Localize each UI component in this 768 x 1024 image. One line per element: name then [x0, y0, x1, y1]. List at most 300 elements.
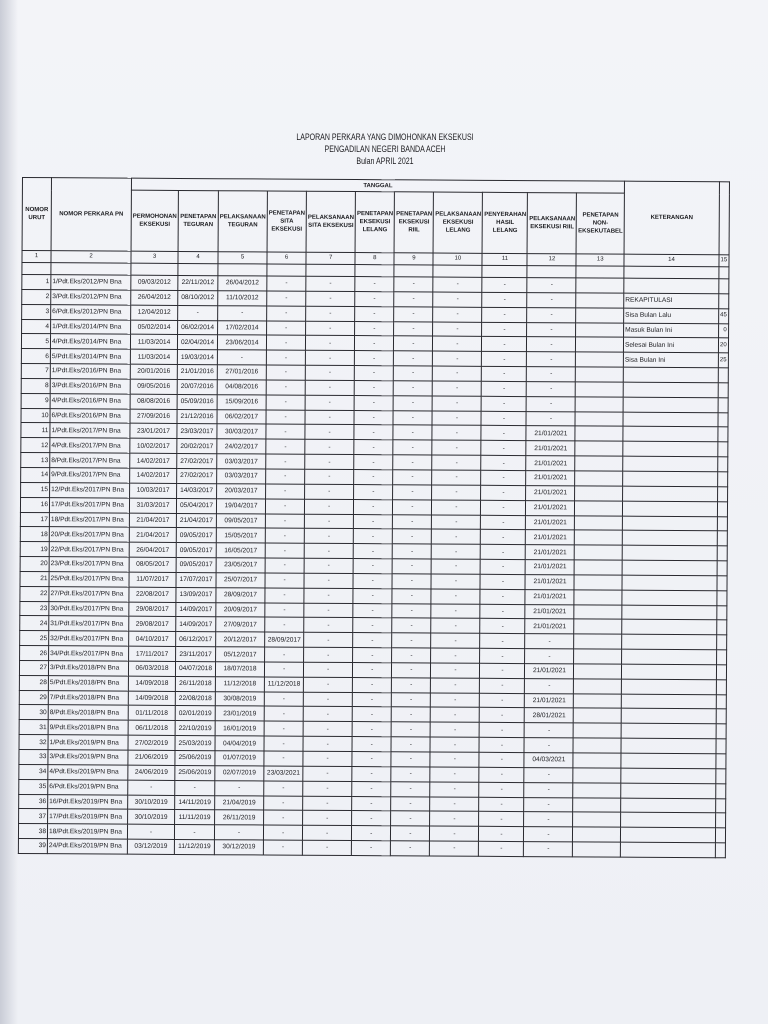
date-cell: 27/09/2017 — [216, 617, 265, 632]
keterangan-cell — [623, 427, 718, 442]
date-cell: 27/01/2016 — [217, 365, 266, 380]
date-cell: 21/01/2021 — [526, 545, 575, 560]
keterangan-cell — [620, 827, 715, 842]
date-cell: - — [527, 278, 576, 293]
date-cell: - — [480, 723, 525, 738]
keterangan-cell — [622, 545, 717, 560]
date-cell: - — [433, 396, 482, 411]
date-cell: 21/01/2021 — [526, 515, 575, 530]
date-cell: 09/03/2012 — [131, 275, 178, 290]
date-cell: - — [266, 335, 305, 350]
date-cell: - — [303, 766, 352, 781]
date-cell: - — [393, 470, 432, 485]
date-cell: 20/01/2016 — [130, 364, 177, 379]
date-cell: - — [392, 692, 431, 707]
keterangan-cell — [622, 590, 717, 605]
date-cell: - — [391, 707, 430, 722]
case-number: 4/Pdt.Eks/2016/PN Bna — [50, 393, 130, 408]
date-cell: - — [431, 589, 480, 604]
date-cell: - — [482, 381, 527, 396]
non-executable-cell — [575, 515, 623, 530]
date-cell: - — [355, 277, 394, 292]
date-cell: - — [303, 751, 352, 766]
date-cell: - — [391, 737, 430, 752]
date-cell: - — [265, 617, 304, 632]
date-cell: - — [304, 647, 353, 662]
extra-cell — [717, 546, 727, 561]
date-cell: 21/12/2016 — [177, 409, 217, 424]
extra-cell — [718, 412, 728, 427]
date-cell: - — [430, 752, 479, 767]
date-cell: - — [479, 812, 524, 827]
date-cell: - — [391, 796, 430, 811]
date-cell: 09/05/2017 — [216, 513, 265, 528]
non-executable-cell — [573, 827, 621, 842]
case-number: 34/Pdt.Eks/2017/PN Bna — [49, 646, 129, 661]
non-executable-cell — [575, 426, 623, 441]
date-cell: - — [264, 781, 303, 796]
date-cell: - — [305, 410, 354, 425]
date-cell: 04/07/2018 — [175, 661, 215, 676]
case-number: 17/Pdt.Eks/2019/PN Bna — [48, 809, 128, 824]
date-cell: - — [432, 544, 481, 559]
date-cell: - — [306, 306, 355, 321]
date-cell: - — [354, 410, 393, 425]
date-cell: - — [352, 766, 391, 781]
date-cell: - — [354, 514, 393, 529]
row-number: 7 — [21, 364, 50, 379]
header-sub-col: PELAKSANAAN SITA EKSEKUSI — [306, 191, 355, 252]
row-number: 27 — [19, 660, 48, 675]
date-cell: 23/11/2017 — [176, 647, 216, 662]
date-cell: - — [305, 395, 354, 410]
date-cell: 26/11/2019 — [215, 810, 264, 825]
date-cell: 30/03/2017 — [217, 424, 266, 439]
column-number: 11 — [482, 253, 527, 265]
date-cell: 13/09/2017 — [176, 587, 216, 602]
extra-cell — [717, 516, 727, 531]
date-cell: 14/11/2019 — [175, 795, 215, 810]
keterangan-cell — [621, 813, 716, 828]
case-number: 5/Pdt.Eks/2018/PN Bna — [48, 675, 128, 690]
date-cell: 26/04/2017 — [129, 542, 176, 557]
date-cell: - — [352, 826, 391, 841]
date-cell: - — [524, 812, 573, 827]
date-cell: - — [431, 604, 480, 619]
date-cell: - — [354, 484, 393, 499]
date-cell: - — [392, 618, 431, 633]
date-cell: 22/11/2012 — [178, 275, 218, 290]
case-number: 8/Pdt.Eks/2018/PN Bna — [48, 705, 128, 720]
date-cell: - — [266, 439, 305, 454]
date-cell: - — [354, 455, 393, 470]
non-executable-cell — [575, 530, 623, 545]
date-cell: 28/09/2017 — [265, 632, 304, 647]
keterangan-cell — [623, 456, 718, 471]
date-cell: - — [355, 291, 394, 306]
date-cell: - — [263, 825, 302, 840]
date-cell: 10/02/2017 — [130, 438, 177, 453]
keterangan-cell — [621, 694, 716, 709]
date-cell: - — [524, 842, 573, 857]
date-cell: 02/07/2019 — [215, 766, 264, 781]
non-executable-cell — [574, 649, 622, 664]
case-number: 3/Pdt.Eks/2019/PN Bna — [48, 750, 128, 765]
keterangan-cell — [622, 501, 717, 516]
date-cell: 30/12/2019 — [214, 840, 263, 855]
date-cell: - — [392, 663, 431, 678]
date-cell: - — [305, 380, 354, 395]
extra-cell — [716, 665, 726, 680]
date-cell: - — [430, 767, 479, 782]
date-cell: 27/02/2019 — [128, 735, 175, 750]
date-cell: - — [433, 351, 482, 366]
keterangan-cell — [622, 560, 717, 575]
date-cell: - — [432, 500, 481, 515]
row-number: 14 — [21, 467, 50, 482]
non-executable-cell — [574, 634, 622, 649]
date-cell: 04/04/2019 — [215, 736, 264, 751]
date-cell: - — [353, 648, 392, 663]
date-cell: - — [480, 589, 525, 604]
extra-cell — [716, 694, 726, 709]
non-executable-cell — [573, 738, 621, 753]
date-cell: - — [267, 321, 306, 336]
date-cell: - — [266, 380, 305, 395]
case-number: 3/Pdt.Eks/2018/PN Bna — [48, 661, 128, 676]
date-cell: - — [391, 811, 430, 826]
non-executable-cell — [573, 753, 621, 768]
rekap-value: 20 — [718, 338, 728, 353]
date-cell: 17/02/2014 — [218, 320, 267, 335]
date-cell: - — [266, 395, 305, 410]
date-cell: - — [524, 797, 573, 812]
row-number: 39 — [18, 839, 47, 854]
date-cell: 23/05/2017 — [216, 558, 265, 573]
row-number: 28 — [19, 675, 48, 690]
date-cell: - — [305, 440, 354, 455]
date-cell: 26/04/2012 — [131, 290, 178, 305]
non-executable-cell — [576, 278, 624, 293]
date-cell: 21/01/2016 — [177, 365, 217, 380]
case-number: 24/Pdt.Eks/2019/PN Bna — [47, 839, 127, 854]
date-cell: - — [304, 618, 353, 633]
date-cell: - — [303, 707, 352, 722]
extra-cell — [717, 501, 727, 516]
case-number: 16/Pdt.Eks/2019/PN Bna — [48, 794, 128, 809]
date-cell: - — [304, 632, 353, 647]
row-number: 17 — [20, 512, 49, 527]
case-number: 22/Pdt.Eks/2017/PN Bna — [49, 542, 129, 557]
non-executable-cell — [574, 708, 622, 723]
keterangan-cell — [622, 531, 717, 546]
header-sub-col: PENYERAHAN HASIL LELANG — [482, 192, 527, 253]
date-cell: 03/03/2017 — [217, 454, 266, 469]
date-cell: - — [352, 737, 391, 752]
date-cell: - — [174, 825, 214, 840]
date-cell: 19/03/2014 — [177, 350, 217, 365]
row-number: 37 — [19, 809, 48, 824]
date-cell: 21/01/2021 — [525, 604, 574, 619]
date-cell: - — [524, 738, 573, 753]
date-cell: - — [479, 827, 524, 842]
date-cell: 09/05/2017 — [176, 557, 216, 572]
date-cell: - — [525, 723, 574, 738]
date-cell: 14/02/2017 — [130, 453, 177, 468]
non-executable-cell — [576, 367, 624, 382]
date-cell: 04/10/2017 — [129, 631, 176, 646]
date-cell: - — [352, 796, 391, 811]
date-cell: - — [481, 411, 526, 426]
case-number: 31/Pdt.Eks/2017/PN Bna — [49, 616, 129, 631]
date-cell: - — [432, 559, 481, 574]
date-cell: 21/01/2021 — [526, 530, 575, 545]
date-cell: - — [527, 352, 576, 367]
date-cell: - — [480, 678, 525, 693]
date-cell: - — [352, 781, 391, 796]
header-nomor-perkara: NOMOR PERKARA PN — [51, 178, 131, 251]
date-cell: - — [432, 411, 481, 426]
extra-cell — [716, 798, 726, 813]
date-cell: - — [265, 588, 304, 603]
row-number: 10 — [21, 408, 50, 423]
row-number: 38 — [18, 824, 47, 839]
row-number: 25 — [20, 631, 49, 646]
date-cell: - — [394, 277, 433, 292]
date-cell: 03/03/2017 — [217, 469, 266, 484]
court-name: PENGADILAN NEGERI BANDA ACEH — [324, 144, 446, 154]
date-cell: - — [479, 752, 524, 767]
date-cell: 20/09/2017 — [216, 602, 265, 617]
date-cell: - — [482, 277, 527, 292]
keterangan-cell — [621, 753, 716, 768]
date-cell: - — [527, 396, 576, 411]
extra-cell — [718, 383, 728, 398]
keterangan-cell — [622, 516, 717, 531]
case-number: 27/Pdt.Eks/2017/PN Bna — [49, 586, 129, 601]
date-cell: - — [354, 380, 393, 395]
date-cell: 02/01/2019 — [175, 706, 215, 721]
row-number: 29 — [19, 690, 48, 705]
date-cell: - — [431, 633, 480, 648]
date-cell: - — [482, 396, 527, 411]
date-cell: - — [524, 767, 573, 782]
date-cell: - — [265, 603, 304, 618]
date-cell: 15/09/2016 — [217, 394, 266, 409]
date-cell: - — [432, 515, 481, 530]
column-number: 15 — [719, 255, 729, 267]
keterangan-cell — [623, 441, 718, 456]
date-cell: - — [481, 559, 526, 574]
non-executable-cell — [576, 322, 624, 337]
row-number: 5 — [21, 334, 50, 349]
date-cell: - — [306, 276, 355, 291]
date-cell: 06/11/2018 — [128, 720, 175, 735]
date-cell: - — [353, 677, 392, 692]
date-cell: - — [431, 678, 480, 693]
report-title: LAPORAN PERKARA YANG DIMOHONKAN EKSEKUSI — [296, 132, 474, 142]
date-cell: 04/08/2016 — [217, 380, 266, 395]
date-cell: - — [432, 440, 481, 455]
header-sub-col: PENETAPAN EKSEKUSI LELANG — [355, 192, 394, 253]
date-cell: 21/04/2017 — [176, 513, 216, 528]
date-cell: - — [393, 529, 432, 544]
column-number: 5 — [218, 252, 267, 264]
date-cell: - — [306, 321, 355, 336]
extra-cell — [716, 754, 726, 769]
row-number: 20 — [20, 557, 49, 572]
date-cell: - — [266, 350, 305, 365]
date-cell: 29/08/2017 — [129, 602, 176, 617]
date-cell: 28/09/2017 — [216, 587, 265, 602]
date-cell: 21/01/2021 — [526, 471, 575, 486]
date-cell: - — [391, 752, 430, 767]
date-cell: - — [430, 826, 479, 841]
date-cell: - — [525, 634, 574, 649]
header-extra — [719, 182, 729, 255]
header-nomor-urut: NOMOR URUT — [22, 178, 51, 251]
date-cell: - — [304, 573, 353, 588]
non-executable-cell — [574, 590, 622, 605]
column-number: 7 — [306, 252, 355, 264]
date-cell: - — [430, 841, 479, 856]
date-cell: - — [353, 588, 392, 603]
header-sub-col: PELAKSANAAN EKSEKUSI RIIL — [527, 193, 576, 254]
row-number: 12 — [21, 438, 50, 453]
keterangan-cell — [623, 382, 718, 397]
date-cell: 26/04/2012 — [218, 276, 267, 291]
date-cell: - — [432, 470, 481, 485]
date-cell: - — [391, 767, 430, 782]
date-cell: 11/11/2019 — [175, 810, 215, 825]
date-cell: 04/03/2021 — [524, 753, 573, 768]
rekap-value: 0 — [719, 323, 729, 338]
row-number: 34 — [19, 764, 48, 779]
date-cell: 14/03/2017 — [177, 483, 217, 498]
date-cell: 25/06/2019 — [175, 765, 215, 780]
header-sub-col: PENETAPAN SITA EKSEKUSI — [267, 191, 306, 252]
date-cell: - — [303, 692, 352, 707]
column-number: 12 — [527, 254, 576, 266]
case-number: 4/Pdt.Eks/2014/PN Bna — [50, 334, 130, 349]
date-cell: - — [526, 411, 575, 426]
date-cell: 21/01/2021 — [526, 441, 575, 456]
case-number: 3/Pdt.Eks/2012/PN Bna — [51, 290, 131, 305]
date-cell: 22/08/2017 — [129, 587, 176, 602]
date-cell: - — [303, 781, 352, 796]
date-cell: - — [266, 484, 305, 499]
extra-cell — [718, 427, 728, 442]
date-cell: 30/08/2019 — [215, 691, 264, 706]
row-number: 31 — [19, 720, 48, 735]
row-number: 11 — [21, 423, 50, 438]
date-cell: - — [430, 811, 479, 826]
date-cell: 06/12/2017 — [176, 632, 216, 647]
date-cell: - — [391, 841, 430, 856]
extra-cell — [716, 709, 726, 724]
date-cell: - — [304, 588, 353, 603]
date-cell: - — [305, 454, 354, 469]
date-cell: - — [481, 426, 526, 441]
date-cell: 22/10/2019 — [175, 721, 215, 736]
date-cell: - — [393, 381, 432, 396]
date-cell: - — [479, 737, 524, 752]
date-cell: - — [352, 707, 391, 722]
rekap-value: 45 — [719, 308, 729, 323]
date-cell: - — [214, 825, 263, 840]
column-number: 10 — [433, 253, 482, 265]
non-executable-cell — [575, 501, 623, 516]
date-cell: - — [431, 707, 480, 722]
keterangan-cell — [621, 768, 716, 783]
report-header — [241, 131, 530, 167]
non-executable-cell — [576, 337, 624, 352]
date-cell: - — [304, 529, 353, 544]
date-cell: 10/03/2017 — [130, 483, 177, 498]
date-cell: - — [215, 780, 264, 795]
date-cell: - — [527, 337, 576, 352]
date-cell: - — [306, 350, 355, 365]
date-cell: 01/07/2019 — [215, 751, 264, 766]
date-cell: 03/12/2019 — [127, 839, 174, 854]
date-cell: - — [431, 693, 480, 708]
keterangan-cell — [623, 412, 718, 427]
date-cell: 16/01/2019 — [215, 721, 264, 736]
case-number: 9/Pdt.Eks/2017/PN Bna — [50, 468, 130, 483]
date-cell: 21/01/2021 — [525, 693, 574, 708]
date-cell: - — [480, 648, 525, 663]
non-executable-cell — [573, 797, 621, 812]
extra-cell — [716, 724, 726, 739]
date-cell: - — [303, 811, 352, 826]
date-cell: - — [430, 737, 479, 752]
rekap-title: REKAPITULASI — [624, 293, 719, 308]
extra-cell — [718, 472, 728, 487]
non-executable-cell — [574, 575, 622, 590]
date-cell: 20/12/2017 — [216, 632, 265, 647]
date-cell: - — [306, 291, 355, 306]
date-cell: - — [303, 736, 352, 751]
date-cell: - — [353, 559, 392, 574]
keterangan-cell — [622, 575, 717, 590]
date-cell: - — [266, 424, 305, 439]
case-number: 18/Pdt.Eks/2019/PN Bna — [47, 824, 127, 839]
date-cell: 25/06/2019 — [175, 750, 215, 765]
date-cell: 11/10/2012 — [218, 291, 267, 306]
date-cell: - — [303, 796, 352, 811]
date-cell: - — [480, 604, 525, 619]
case-number: 3/Pdt.Eks/2016/PN Bna — [50, 379, 130, 394]
date-cell: - — [304, 543, 353, 558]
date-cell: 09/05/2017 — [176, 528, 216, 543]
case-number: 4/Pdt.Eks/2019/PN Bna — [48, 765, 128, 780]
extra-cell — [716, 739, 726, 754]
rekap-label: Sisa Bulan Ini — [623, 352, 718, 367]
date-cell: 23/06/2014 — [217, 335, 266, 350]
date-cell: - — [392, 678, 431, 693]
date-cell: - — [481, 485, 526, 500]
date-cell: - — [480, 663, 525, 678]
column-number: 2 — [51, 251, 131, 263]
date-cell: - — [479, 767, 524, 782]
extra-cell — [717, 650, 727, 665]
date-cell: - — [304, 603, 353, 618]
date-cell: 25/07/2017 — [216, 573, 265, 588]
date-cell: - — [218, 305, 267, 320]
execution-report-table — [18, 177, 730, 858]
date-cell: - — [527, 367, 576, 382]
date-cell: - — [354, 425, 393, 440]
